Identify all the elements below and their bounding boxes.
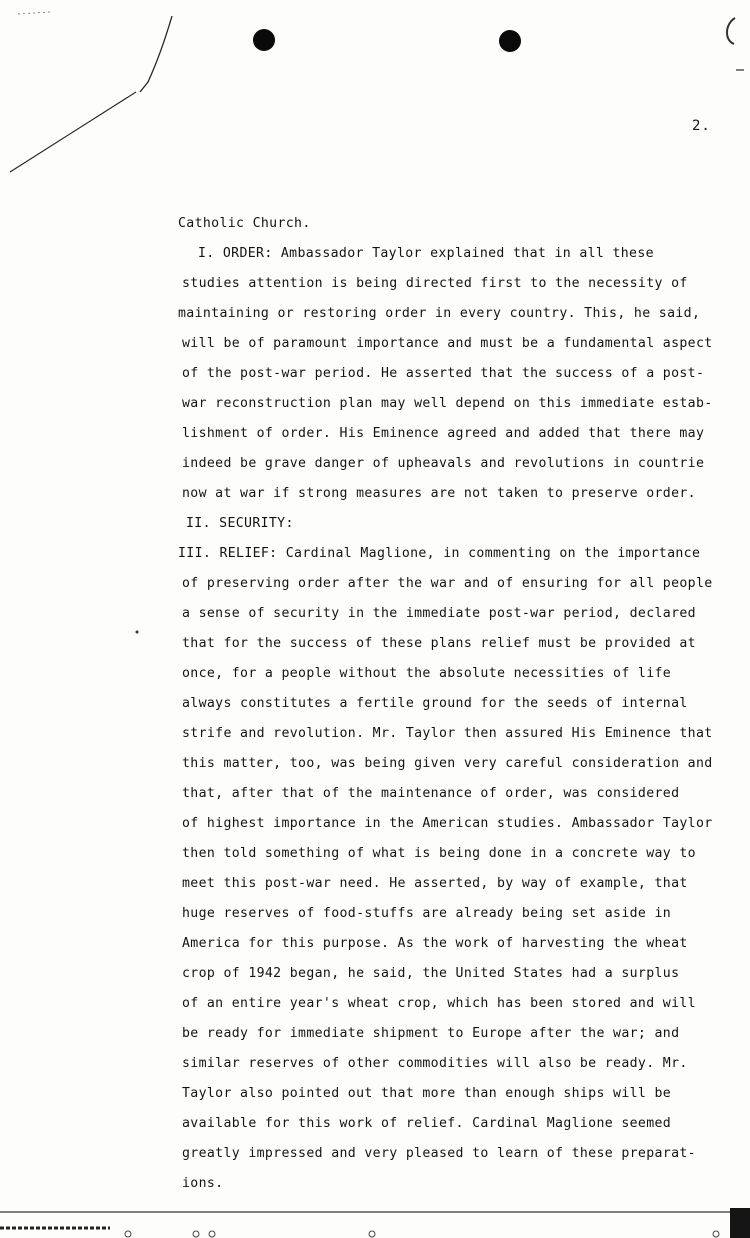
text-line: of highest importance in the American studies. Ambassador Taylor bbox=[182, 816, 713, 831]
text-line: that for the success of these plans relief must be provided at bbox=[182, 636, 696, 651]
text-line: then told something of what is being done in a concrete way to bbox=[182, 846, 696, 861]
text-line: war reconstruction plan may well depend on this immediate estab- bbox=[182, 396, 713, 411]
text-line: meet this post-war need. He asserted, by way of example, that bbox=[182, 876, 688, 891]
text-line: now at war if strong measures are not taken to preserve order. bbox=[182, 486, 696, 501]
smudge-mark-icon bbox=[369, 1231, 375, 1237]
scan-corner-block bbox=[730, 1208, 750, 1238]
text-line: of an entire year's wheat crop, which has been stored and will bbox=[182, 996, 696, 1011]
text-line: strife and revolution. Mr. Taylor then assured His Eminence that bbox=[182, 726, 713, 741]
text-line: that, after that of the maintenance of order, was considered bbox=[182, 786, 680, 801]
text-line: available for this work of relief. Cardinal Maglione seemed bbox=[182, 1116, 672, 1131]
body-text bbox=[178, 209, 750, 1199]
text-line: America for this purpose. As the work of harvesting the wheat bbox=[182, 936, 688, 951]
text-line: maintaining or restoring order in every country. This, he said, bbox=[178, 306, 701, 321]
text-line: a sense of security in the immediate post-war period, declared bbox=[182, 606, 696, 621]
smudge-mark-icon bbox=[18, 12, 50, 14]
pen-stroke-mark-icon bbox=[140, 16, 172, 92]
text-line: be ready for immediate shipment to Europe after the war; and bbox=[182, 1026, 680, 1041]
smudge-mark-icon bbox=[713, 1231, 719, 1237]
smudge-mark-icon bbox=[136, 631, 139, 634]
text-line: lishment of order. His Eminence agreed and added that there may bbox=[182, 426, 705, 441]
text-line: huge reserves of food-stuffs are already being set aside in bbox=[182, 906, 672, 921]
text-line: ions. bbox=[182, 1176, 224, 1191]
smudge-mark-icon bbox=[193, 1231, 199, 1237]
text-line: this matter, too, was being given very careful consideration and bbox=[182, 756, 713, 771]
text-line: III. RELIEF: Cardinal Maglione, in commenting on the importance bbox=[178, 546, 701, 561]
text-line: greatly impressed and very pleased to learn of these preparat- bbox=[182, 1146, 696, 1161]
text-line: once, for a people without the absolute necessities of life bbox=[182, 666, 672, 681]
text-line: similar reserves of other commodities will also be ready. Mr. bbox=[182, 1056, 688, 1071]
section-heading: II. SECURITY: bbox=[186, 516, 294, 531]
text-line: always constitutes a fertile ground for the seeds of internal bbox=[182, 696, 688, 711]
text-line: will be of paramount importance and must be a fundamental aspect bbox=[182, 336, 713, 351]
text-line: indeed be grave danger of upheavals and revolutions in countrie bbox=[182, 456, 705, 471]
smudge-mark-icon bbox=[727, 18, 735, 44]
text-line: of the post-war period. He asserted that the success of a post- bbox=[182, 366, 705, 381]
text-line: Taylor also pointed out that more than enough ships will be bbox=[182, 1086, 672, 1101]
smudge-mark-icon bbox=[209, 1231, 215, 1237]
page-number: 2. bbox=[692, 118, 711, 134]
pen-stroke-mark-icon bbox=[10, 92, 136, 172]
text-line: of preserving order after the war and of ensuring for all people bbox=[182, 576, 713, 591]
text-line: studies attention is being directed first to the necessity of bbox=[182, 276, 688, 291]
text-line: I. ORDER: Ambassador Taylor explained that in all these bbox=[198, 246, 654, 261]
smudge-mark-icon bbox=[125, 1231, 131, 1237]
text-line: crop of 1942 began, he said, the United States had a surplus bbox=[182, 966, 680, 981]
text-line: Catholic Church. bbox=[178, 216, 311, 231]
